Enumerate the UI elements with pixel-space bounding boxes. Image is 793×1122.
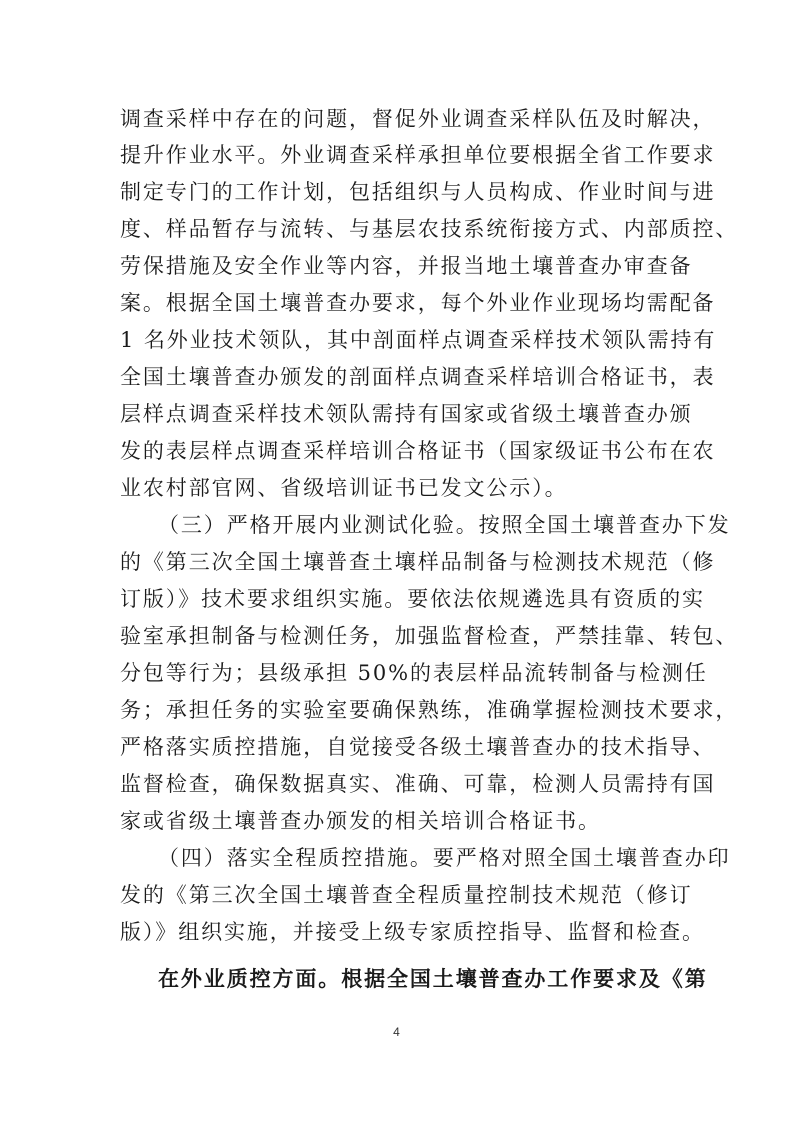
text-line-9 <box>0 400 793 428</box>
line-text: 分包等行为；县级承担 50%的表层样品流转制备与检测任 <box>120 661 708 685</box>
page-number: 4 <box>393 1025 400 1039</box>
text-line-20 <box>0 807 793 835</box>
text-line-8 <box>0 363 793 391</box>
line-text: 订版）》技术要求组织实施。要依法依规遴选具有资质的实 <box>120 587 705 611</box>
text-line-23 <box>0 918 793 946</box>
line-text: 层样点调查采样技术领队需持有国家或省级土壤普查办颁 <box>120 402 693 426</box>
line-text: （三）严格开展内业测试化验。按照全国土壤普查办下发 <box>158 513 731 537</box>
line-text: 发的《第三次全国土壤普查全程质量控制技术规范（修订 <box>120 883 693 907</box>
text-line-22 <box>0 881 793 909</box>
line-text: 版）》组织实施，并接受上级专家质控指导、监督和检查。 <box>120 920 705 944</box>
line-text: 的《第三次全国土壤普查土壤样品制备与检测技术规范（修 <box>120 550 716 574</box>
text-line-10 <box>0 437 793 465</box>
line-text: 全国土壤普查办颁发的剖面样点调查采样培训合格证书，表 <box>120 365 716 389</box>
line-text: 发的表层样点调查采样培训合格证书（国家级证书公布在农 <box>120 439 716 463</box>
text-line-15 <box>0 622 793 650</box>
text-line-19 <box>0 770 793 798</box>
line-text: 务；承担任务的实验室要确保熟练，准确掌握检测技术要求， <box>120 698 739 722</box>
line-text: 1 名外业技术领队，其中剖面样点调查采样技术领队需持有 <box>120 328 717 352</box>
line-text: 监督检查，确保数据真实、准确、可靠，检测人员需持有国 <box>120 772 716 796</box>
section-heading-3 <box>0 511 793 539</box>
line-text: 业农村部官网、省级培训证书已发文公示）。 <box>120 476 568 500</box>
text-line-18 <box>0 733 793 761</box>
line-text: 调查采样中存在的问题，督促外业调查采样队伍及时解决， <box>120 107 716 131</box>
line-text: 案。根据全国土壤普查办要求，每个外业作业现场均需配备 <box>120 291 716 315</box>
line-text: 制定专门的工作计划，包括组织与人员构成、作业时间与进 <box>120 180 716 204</box>
text-line-17 <box>0 696 793 724</box>
line-text: 提升作业水平。外业调查采样承担单位要根据全省工作要求 <box>120 143 716 167</box>
text-line-13 <box>0 548 793 576</box>
text-line-6 <box>0 289 793 317</box>
line-text: （四）落实全程质控措施。要严格对照全国土壤普查办印 <box>158 846 731 870</box>
line-text: 严格落实质控措施，自觉接受各级土壤普查办的技术指导、 <box>120 735 716 759</box>
text-line-7 <box>0 326 793 354</box>
text-line-3 <box>0 178 793 206</box>
section-heading-4 <box>0 844 793 872</box>
line-text: 验室承担制备与检测任务，加强监督检查，严禁挂靠、转包、 <box>120 624 739 648</box>
line-text: 度、样品暂存与流转、与基层农技系统衔接方式、内部质控、 <box>120 217 739 241</box>
text-line-24 <box>0 965 793 993</box>
text-line-2 <box>0 141 793 169</box>
line-text: 在外业质控方面。根据全国土壤普查办工作要求及《第 <box>158 967 708 991</box>
line-text: 劳保措施及安全作业等内容，并报当地土壤普查办审查备 <box>120 254 693 278</box>
line-text: 家或省级土壤普查办颁发的相关培训合格证书。 <box>120 809 601 833</box>
text-line-4 <box>0 215 793 243</box>
text-line-11 <box>0 474 793 502</box>
text-line-16 <box>0 659 793 687</box>
text-line-5 <box>0 252 793 280</box>
text-line-14 <box>0 585 793 613</box>
text-line-1 <box>0 105 793 133</box>
